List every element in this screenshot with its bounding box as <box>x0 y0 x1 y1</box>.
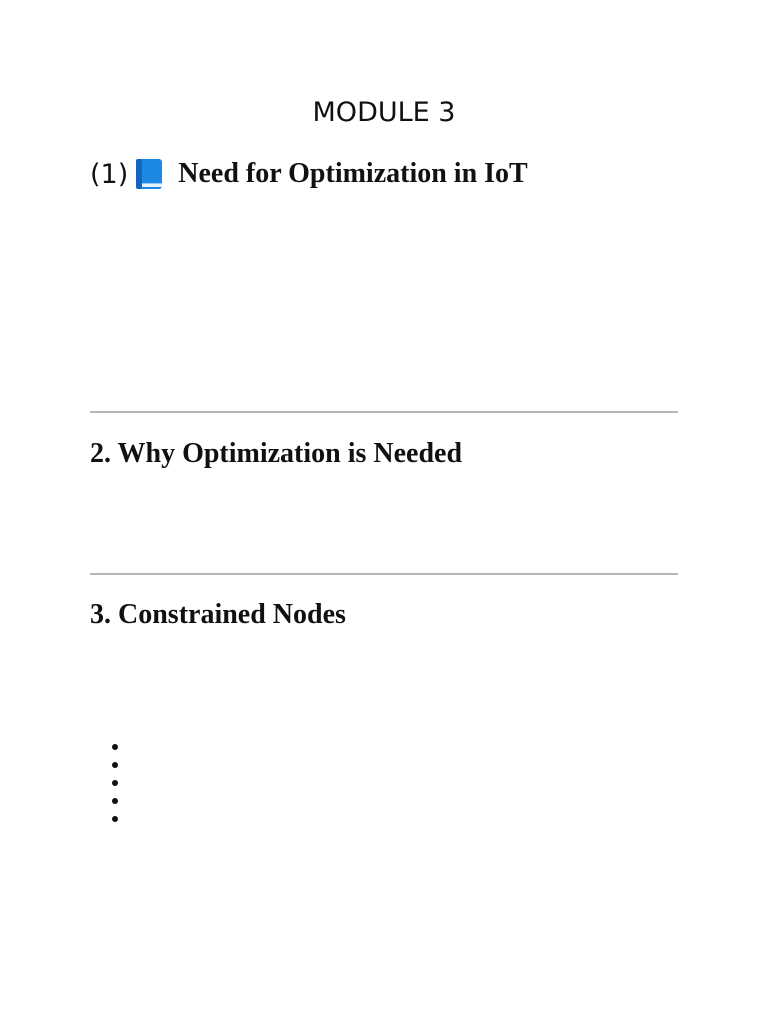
divider <box>90 573 678 575</box>
section-1-number: (1) <box>90 158 129 190</box>
bullet-marker <box>112 744 118 750</box>
divider <box>90 411 678 413</box>
bullet-marker <box>112 816 118 822</box>
bullet-marker <box>112 798 118 804</box>
section-1-heading <box>90 158 528 190</box>
section-1-title: Need for Optimization in IoT <box>178 158 528 189</box>
book-icon <box>134 158 164 190</box>
bullet-marker <box>112 762 118 768</box>
module-title: MODULE 3 <box>312 97 456 128</box>
bullet-list <box>112 744 118 834</box>
section-3-title: 3. Constrained Nodes <box>90 599 346 630</box>
bullet-marker <box>112 780 118 786</box>
section-2-title: 2. Why Optimization is Needed <box>90 438 463 469</box>
